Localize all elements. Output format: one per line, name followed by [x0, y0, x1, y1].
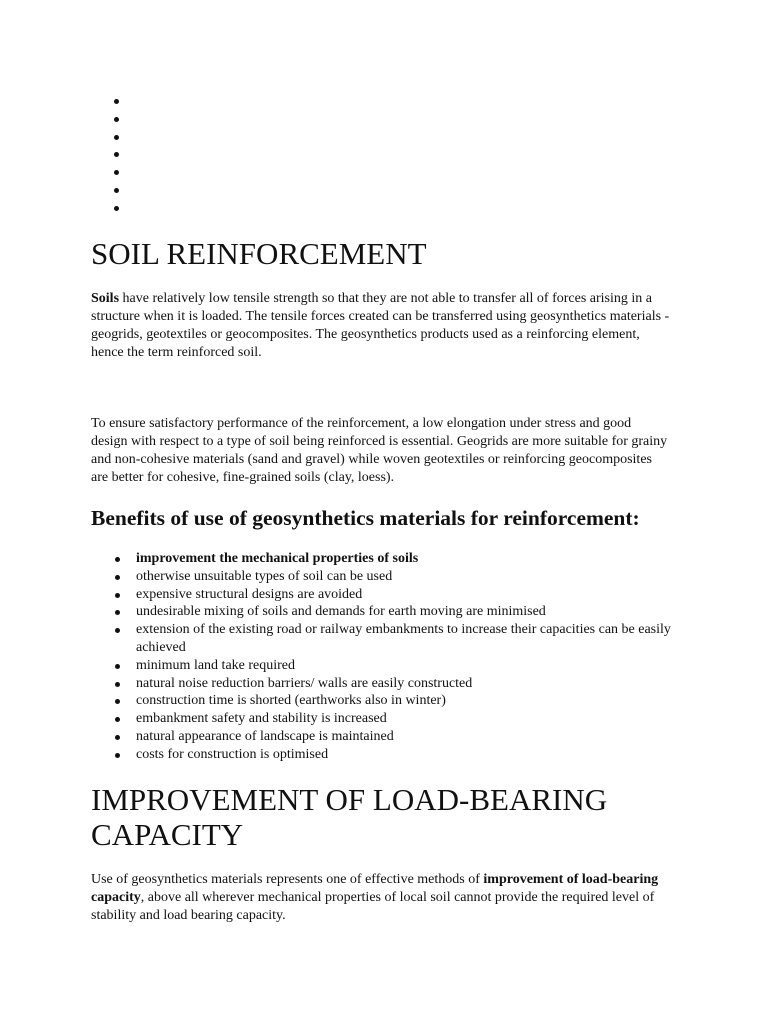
section-title-load-bearing: IMPROVEMENT OF LOAD-BEARING CAPACITY [91, 782, 608, 852]
benefit-item: embankment safety and stability is increased [91, 710, 681, 728]
paragraph-text-before: Use of geosynthetics materials represents one of effective methods of [91, 872, 484, 887]
section-title-soil-reinforcement: SOIL REINFORCEMENT [91, 236, 427, 271]
paragraph-bold-phrase: improvement of load-bearing capacity [91, 872, 659, 905]
paragraph-lead-bold: Soils [91, 291, 120, 306]
benefit-item: construction time is shorted (earthworks also in winter) [91, 692, 681, 710]
benefit-item: natural appearance of landscape is maintained [91, 728, 681, 746]
benefit-item: expensive structural designs are avoided [91, 586, 681, 604]
benefit-item: minimum land take required [91, 657, 681, 675]
paragraph-text-after: , above all wherever mechanical properties of local soil cannot provide the required level of stability and load bearing capacity. [91, 890, 655, 923]
benefit-item: extension of the existing road or railway embankments to increase their capacities can be easily achieved [91, 621, 681, 657]
paragraph-load-bearing [91, 871, 671, 925]
benefit-item: undesirable mixing of soils and demands for earth moving are minimised [91, 603, 681, 621]
benefits-heading: Benefits of use of geosynthetics materials for reinforcement: [91, 506, 640, 530]
benefit-item: improvement the mechanical properties of soils [91, 550, 681, 568]
benefit-item: natural noise reduction barriers/ walls are easily constructed [91, 675, 681, 693]
benefit-item: otherwise unsuitable types of soil can be used [91, 568, 681, 586]
paragraph-reinforcement-performance: To ensure satisfactory performance of the reinforcement, a low elongation under stress and good design with respect to a type of soil being reinforced is essential. Geogrids are more suitable for grainy and non-cohesive materials (sand and gravel) while woven geotextiles or reinforcing geocomposites are better for cohesive, fine-grained soils (clay, loess). [91, 416, 668, 485]
benefits-list [91, 550, 681, 764]
paragraph-soils-intro [91, 290, 671, 362]
benefit-item: costs for construction is optimised [91, 746, 681, 764]
paragraph-text: have relatively low tensile strength so that they are not able to transfer all of forces arising in a structure when it is loaded. The tensile forces created can be transferred using geosynthetics materials - geogrids, geotextiles or geocomposites. The geosynthetics products used as a reinforcing element, hence the term reinforced soil. [91, 291, 670, 360]
